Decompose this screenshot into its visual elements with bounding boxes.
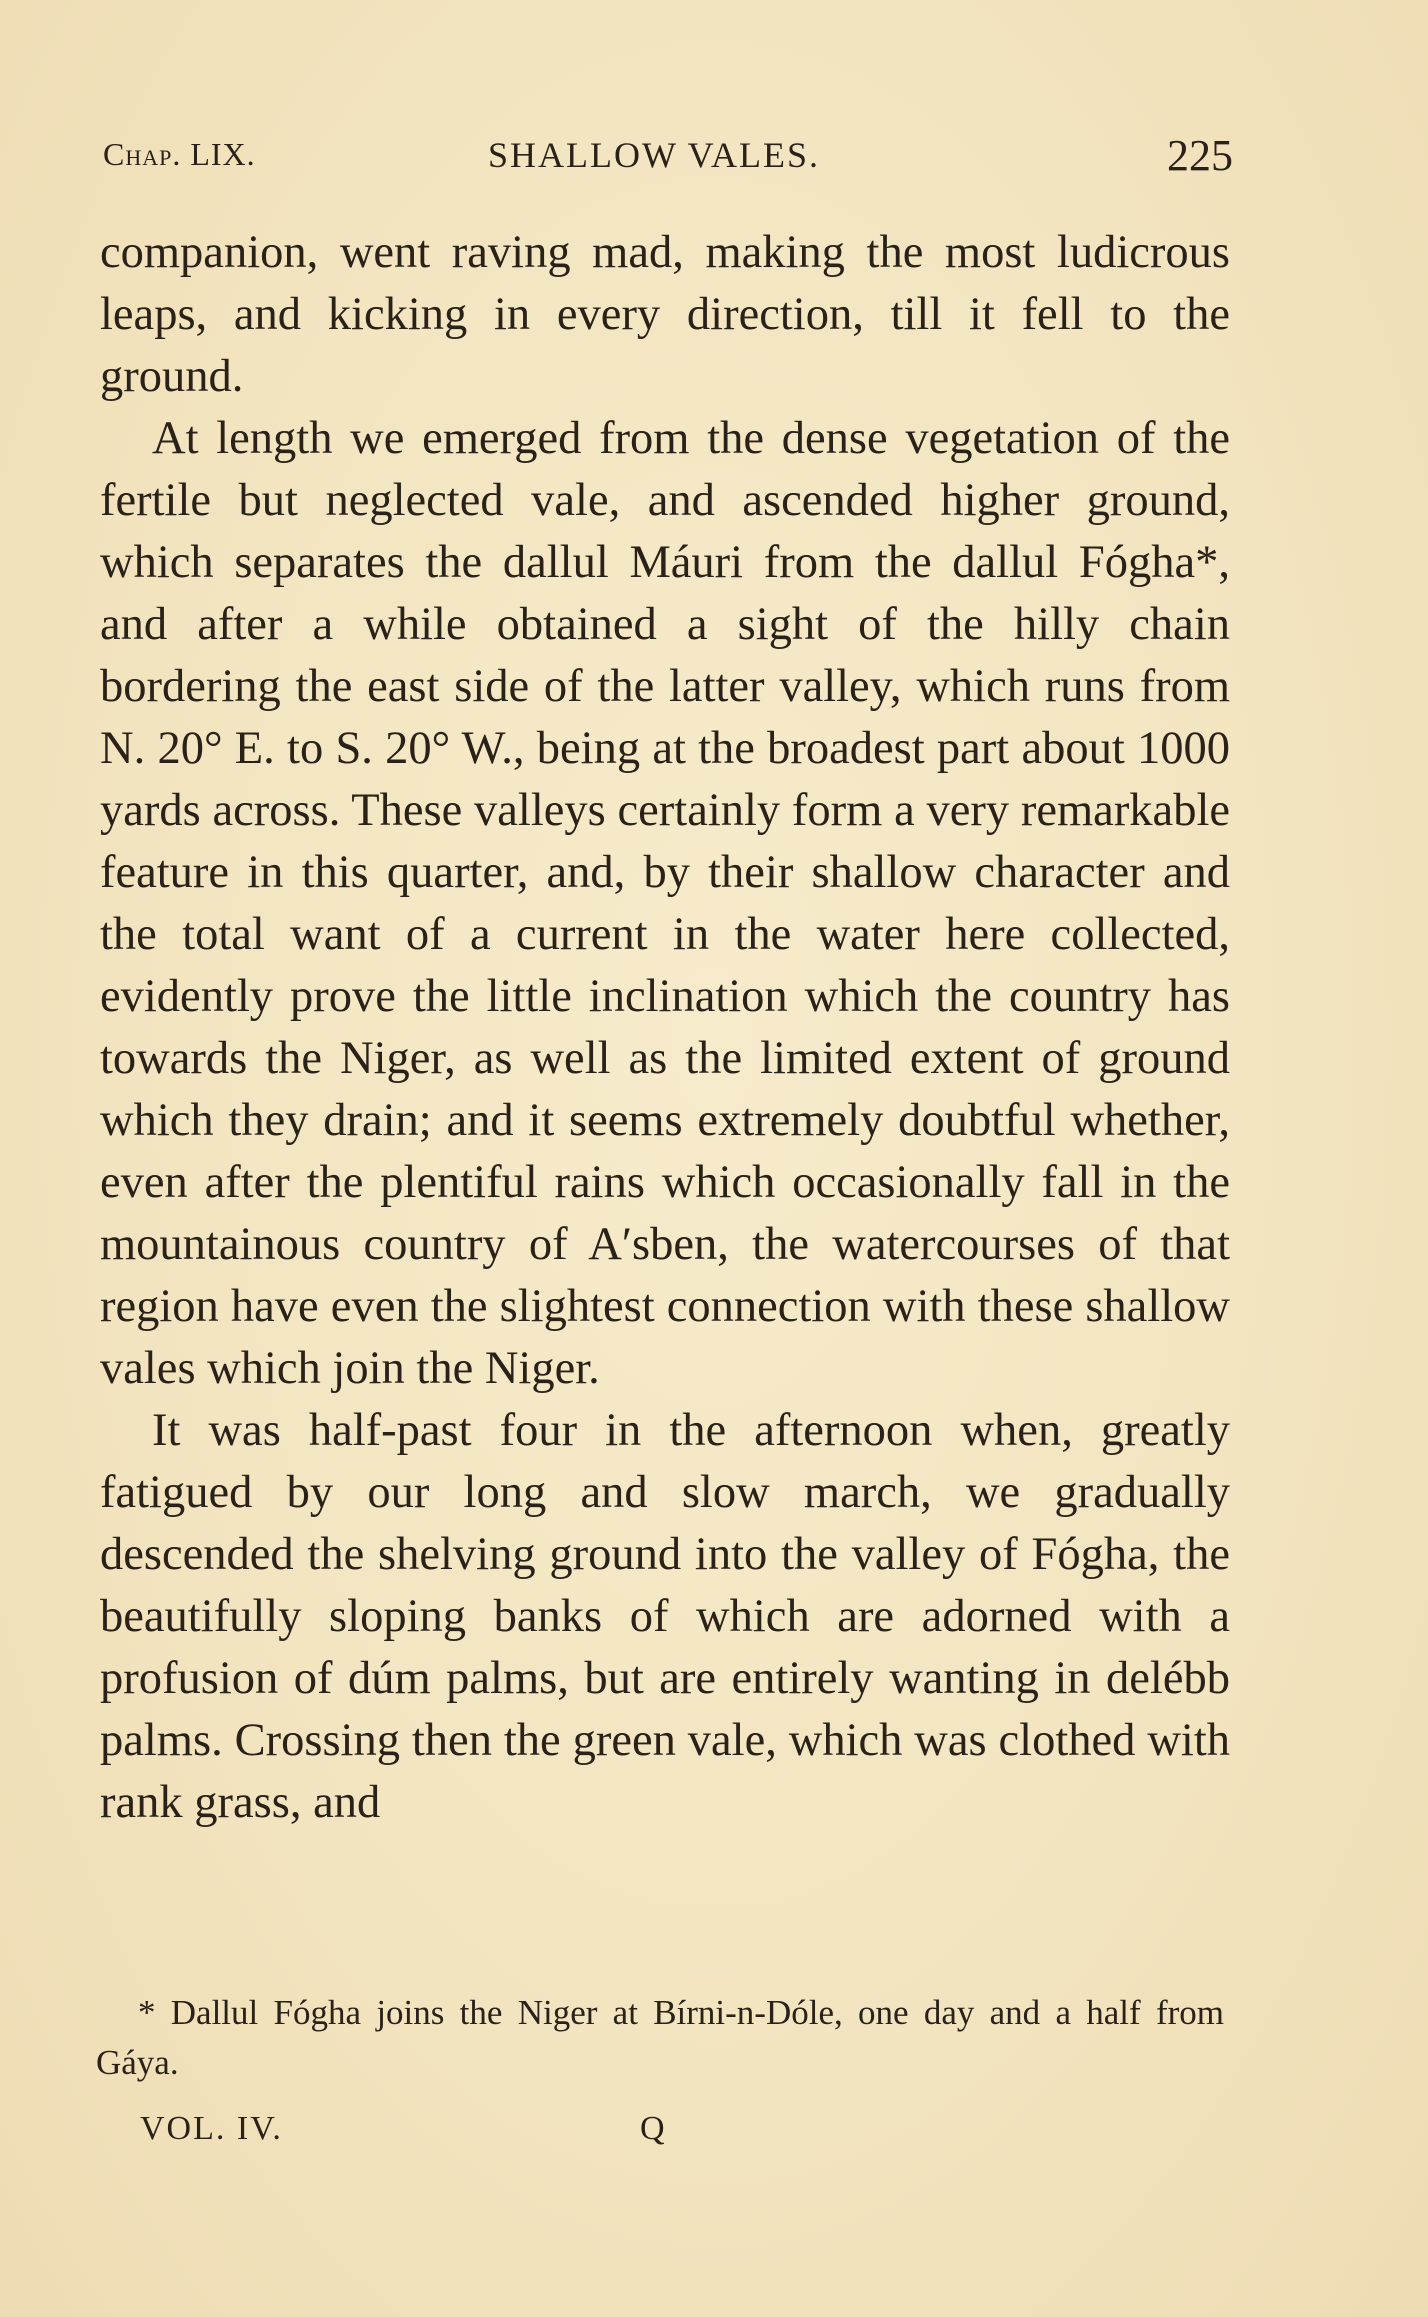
page-number: 225: [1167, 131, 1233, 180]
paragraph: It was half-past four in the afternoon when, greatly fatigued by our long and slow march, we gradually descended the shelving ground into the valley of Fógha, the beautifully sloping banks of which are adorned with a profusion of dúm palms, but are entirely wanting in delébb palms. Crossing then the green vale, which was clothed with rank grass, and: [100, 1405, 1230, 1828]
paragraph: At length we emerged from the dense vegetation of the fertile but neglected vale, and ascended higher ground, which separates the dallul Máuri from the dallul Fógha*, and after a while obtained a sight of the hilly chain bordering the east side of the latter valley, which runs from N. 20° E. to S. 20° W., being at the broadest part about 1000 yards across. These valleys certainly form a very remarkable feature in this quarter, and, by their shallow character and the total want of a current in the water here collected, evidently prove the little inclination which the country has towards the Niger, as well as the limited extent of ground which they drain; and it seems extremely doubtful whether, even after the plentiful rains which occasionally fall in the mountainous country of A′sben, the watercourses of that region have even the slightest connection with these shallow vales which join the Niger.: [100, 413, 1230, 1394]
paragraph-continued: companion, went raving mad, making the most ludicrous leaps, and kicking in every direction, till it fell to the ground.: [100, 227, 1230, 402]
footnote-text: * Dallul Fógha joins the Niger at Bírni-n-Dóle, one day and a half from Gáya.: [96, 1993, 1224, 2082]
running-title: SHALLOW VALES.: [488, 135, 821, 175]
footnote: [96, 1988, 1224, 2088]
signature-mark: Q: [640, 2110, 665, 2147]
chapter-label: Chap. LIX.: [103, 136, 256, 172]
main-text: [100, 222, 1230, 1834]
running-header: [103, 128, 1233, 188]
volume-label: VOL. IV.: [140, 2110, 283, 2147]
